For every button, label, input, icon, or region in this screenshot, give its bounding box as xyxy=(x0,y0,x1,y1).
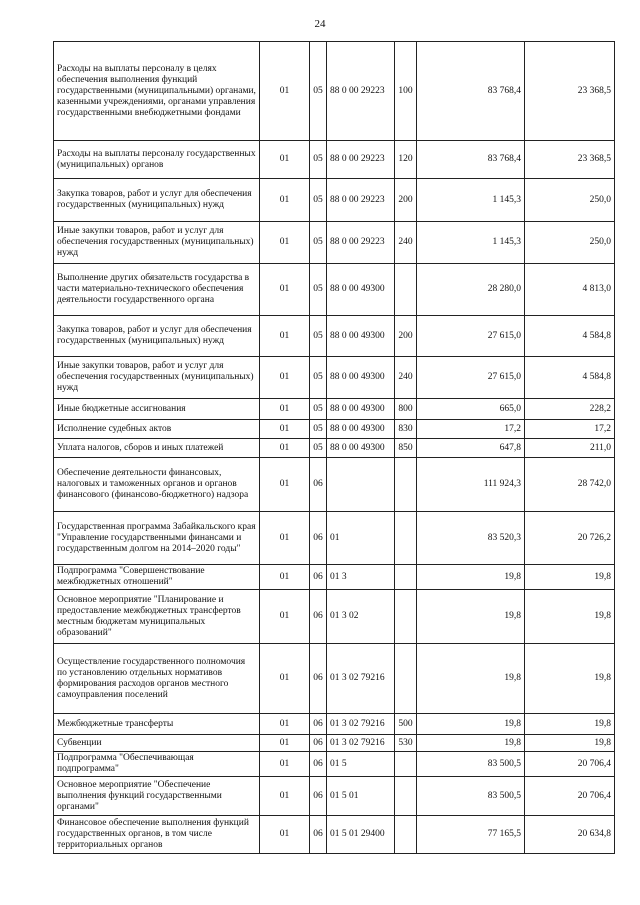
cell-amount-plan: 17,2 xyxy=(417,420,525,439)
cell-section: 01 xyxy=(260,264,310,316)
cell-subsection: 05 xyxy=(310,264,327,316)
cell-expense-type: 200 xyxy=(395,316,417,357)
cell-name: Закупка товаров, работ и услуг для обеспечения государственных (муниципальных) нужд xyxy=(54,316,260,357)
cell-name: Обеспечение деятельности финансовых, налоговых и таможенных органов и органов финансового (финансово-бюджетного) надзора xyxy=(54,458,260,512)
cell-amount-actual: 20 706,4 xyxy=(525,777,615,816)
cell-target-article: 88 0 00 49300 xyxy=(327,357,395,399)
cell-name: Выполнение других обязательств государства в части материально-технического обеспечения деятельности государственного органа xyxy=(54,264,260,316)
cell-target-article: 88 0 00 29223 xyxy=(327,222,395,264)
table-row xyxy=(54,735,615,752)
cell-name: Расходы на выплаты персоналу государственных (муниципальных) органов xyxy=(54,141,260,179)
cell-subsection: 06 xyxy=(310,644,327,714)
cell-name: Иные закупки товаров, работ и услуг для обеспечения государственных (муниципальных) нужд xyxy=(54,222,260,264)
cell-expense-type: 850 xyxy=(395,439,417,458)
cell-target-article: 01 3 02 79216 xyxy=(327,644,395,714)
cell-section: 01 xyxy=(260,420,310,439)
cell-amount-actual: 20 726,2 xyxy=(525,512,615,565)
cell-subsection: 05 xyxy=(310,222,327,264)
cell-expense-type xyxy=(395,565,417,590)
cell-section: 01 xyxy=(260,644,310,714)
cell-subsection: 06 xyxy=(310,458,327,512)
cell-amount-plan: 27 615,0 xyxy=(417,357,525,399)
cell-amount-actual: 17,2 xyxy=(525,420,615,439)
table-row xyxy=(54,590,615,644)
cell-target-article: 88 0 00 49300 xyxy=(327,316,395,357)
cell-amount-actual: 211,0 xyxy=(525,439,615,458)
cell-amount-plan: 83 768,4 xyxy=(417,141,525,179)
cell-subsection: 06 xyxy=(310,816,327,854)
cell-amount-actual: 250,0 xyxy=(525,179,615,222)
cell-amount-plan: 19,8 xyxy=(417,644,525,714)
cell-amount-actual: 228,2 xyxy=(525,399,615,420)
cell-subsection: 05 xyxy=(310,42,327,141)
cell-amount-plan: 27 615,0 xyxy=(417,316,525,357)
cell-expense-type: 240 xyxy=(395,222,417,264)
cell-section: 01 xyxy=(260,439,310,458)
cell-name: Иные бюджетные ассигнования xyxy=(54,399,260,420)
cell-target-article: 01 3 02 79216 xyxy=(327,714,395,735)
table-row xyxy=(54,316,615,357)
cell-expense-type: 200 xyxy=(395,179,417,222)
cell-subsection: 05 xyxy=(310,399,327,420)
cell-amount-actual: 19,8 xyxy=(525,644,615,714)
cell-amount-plan: 19,8 xyxy=(417,714,525,735)
cell-amount-actual: 28 742,0 xyxy=(525,458,615,512)
cell-name: Финансовое обеспечение выполнения функций государственных органов, в том числе территориальных органов xyxy=(54,816,260,854)
cell-expense-type: 120 xyxy=(395,141,417,179)
cell-amount-plan: 665,0 xyxy=(417,399,525,420)
cell-name: Межбюджетные трансферты xyxy=(54,714,260,735)
cell-section: 01 xyxy=(260,222,310,264)
cell-subsection: 05 xyxy=(310,179,327,222)
table-row xyxy=(54,752,615,777)
cell-expense-type xyxy=(395,590,417,644)
cell-amount-actual: 19,8 xyxy=(525,714,615,735)
cell-expense-type: 800 xyxy=(395,399,417,420)
cell-amount-actual: 20 706,4 xyxy=(525,752,615,777)
cell-name: Подпрограмма "Обеспечивающая подпрограмма" xyxy=(54,752,260,777)
cell-section: 01 xyxy=(260,590,310,644)
cell-amount-actual: 23 368,5 xyxy=(525,42,615,141)
table-row xyxy=(54,420,615,439)
cell-amount-plan: 19,8 xyxy=(417,590,525,644)
cell-section: 01 xyxy=(260,816,310,854)
table-row xyxy=(54,179,615,222)
cell-name: Подпрограмма "Совершенствование межбюджетных отношений" xyxy=(54,565,260,590)
table-row xyxy=(54,357,615,399)
cell-amount-plan: 111 924,3 xyxy=(417,458,525,512)
cell-subsection: 05 xyxy=(310,420,327,439)
cell-name: Расходы на выплаты персоналу в целях обеспечения выполнения функций государственными (муниципальными) органами, казенными учреждениями, органами управления государственными внебюджетными фондами xyxy=(54,42,260,141)
cell-expense-type: 530 xyxy=(395,735,417,752)
cell-subsection: 06 xyxy=(310,714,327,735)
cell-section: 01 xyxy=(260,777,310,816)
cell-target-article: 01 xyxy=(327,512,395,565)
cell-subsection: 06 xyxy=(310,735,327,752)
cell-section: 01 xyxy=(260,141,310,179)
table-row xyxy=(54,399,615,420)
budget-table xyxy=(53,41,615,854)
cell-expense-type xyxy=(395,264,417,316)
cell-target-article: 88 0 00 49300 xyxy=(327,264,395,316)
cell-expense-type xyxy=(395,816,417,854)
cell-target-article: 88 0 00 29223 xyxy=(327,42,395,141)
cell-target-article: 01 5 xyxy=(327,752,395,777)
cell-target-article xyxy=(327,458,395,512)
cell-amount-actual: 4 584,8 xyxy=(525,357,615,399)
cell-target-article: 88 0 00 49300 xyxy=(327,420,395,439)
cell-expense-type: 100 xyxy=(395,42,417,141)
cell-amount-plan: 19,8 xyxy=(417,565,525,590)
cell-subsection: 06 xyxy=(310,590,327,644)
cell-target-article: 88 0 00 29223 xyxy=(327,141,395,179)
table-row xyxy=(54,816,615,854)
cell-expense-type xyxy=(395,458,417,512)
cell-section: 01 xyxy=(260,316,310,357)
cell-target-article: 01 3 xyxy=(327,565,395,590)
cell-amount-plan: 83 520,3 xyxy=(417,512,525,565)
cell-amount-plan: 83 500,5 xyxy=(417,777,525,816)
cell-section: 01 xyxy=(260,512,310,565)
cell-expense-type xyxy=(395,512,417,565)
cell-amount-actual: 23 368,5 xyxy=(525,141,615,179)
cell-target-article: 88 0 00 49300 xyxy=(327,399,395,420)
cell-section: 01 xyxy=(260,357,310,399)
cell-amount-actual: 4 813,0 xyxy=(525,264,615,316)
cell-amount-plan: 19,8 xyxy=(417,735,525,752)
cell-name: Субвенции xyxy=(54,735,260,752)
cell-section: 01 xyxy=(260,179,310,222)
table-row xyxy=(54,644,615,714)
cell-amount-actual: 19,8 xyxy=(525,565,615,590)
cell-target-article: 88 0 00 29223 xyxy=(327,179,395,222)
cell-subsection: 06 xyxy=(310,777,327,816)
cell-subsection: 05 xyxy=(310,316,327,357)
cell-name: Иные закупки товаров, работ и услуг для обеспечения государственных (муниципальных) нужд xyxy=(54,357,260,399)
table-row xyxy=(54,141,615,179)
cell-section: 01 xyxy=(260,399,310,420)
cell-target-article: 01 5 01 xyxy=(327,777,395,816)
cell-subsection: 05 xyxy=(310,439,327,458)
cell-section: 01 xyxy=(260,752,310,777)
cell-amount-plan: 77 165,5 xyxy=(417,816,525,854)
cell-subsection: 06 xyxy=(310,512,327,565)
table-row xyxy=(54,777,615,816)
cell-expense-type: 830 xyxy=(395,420,417,439)
cell-section: 01 xyxy=(260,735,310,752)
cell-expense-type: 240 xyxy=(395,357,417,399)
page-number: 24 xyxy=(314,18,326,30)
cell-section: 01 xyxy=(260,42,310,141)
cell-section: 01 xyxy=(260,714,310,735)
table-row xyxy=(54,222,615,264)
cell-subsection: 06 xyxy=(310,752,327,777)
cell-name: Уплата налогов, сборов и иных платежей xyxy=(54,439,260,458)
cell-name: Осуществление государственного полномочия по установлению отдельных нормативов формирования расходов органов местного самоуправления поселений xyxy=(54,644,260,714)
table-row xyxy=(54,264,615,316)
table-row xyxy=(54,714,615,735)
table-row xyxy=(54,565,615,590)
cell-name: Государственная программа Забайкальского края "Управление государственными финансами и государственным долгом на 2014–2020 годы" xyxy=(54,512,260,565)
cell-target-article: 01 3 02 xyxy=(327,590,395,644)
cell-name: Исполнение судебных актов xyxy=(54,420,260,439)
cell-target-article: 01 3 02 79216 xyxy=(327,735,395,752)
cell-amount-plan: 1 145,3 xyxy=(417,222,525,264)
cell-amount-plan: 28 280,0 xyxy=(417,264,525,316)
cell-subsection: 05 xyxy=(310,357,327,399)
cell-name: Закупка товаров, работ и услуг для обеспечения государственных (муниципальных) нужд xyxy=(54,179,260,222)
cell-subsection: 05 xyxy=(310,141,327,179)
cell-amount-plan: 1 145,3 xyxy=(417,179,525,222)
cell-amount-plan: 647,8 xyxy=(417,439,525,458)
cell-expense-type xyxy=(395,644,417,714)
cell-expense-type xyxy=(395,777,417,816)
cell-amount-plan: 83 768,4 xyxy=(417,42,525,141)
cell-amount-actual: 250,0 xyxy=(525,222,615,264)
cell-target-article: 01 5 01 29400 xyxy=(327,816,395,854)
cell-name: Основное мероприятие "Планирование и предоставление межбюджетных трансфертов местным бюджетам муниципальных образований" xyxy=(54,590,260,644)
cell-target-article: 88 0 00 49300 xyxy=(327,439,395,458)
cell-section: 01 xyxy=(260,565,310,590)
cell-name: Основное мероприятие "Обеспечение выполнения функций государственными органами" xyxy=(54,777,260,816)
cell-expense-type xyxy=(395,752,417,777)
cell-amount-actual: 19,8 xyxy=(525,590,615,644)
table-row xyxy=(54,439,615,458)
table-row xyxy=(54,458,615,512)
cell-amount-actual: 19,8 xyxy=(525,735,615,752)
cell-section: 01 xyxy=(260,458,310,512)
cell-amount-actual: 4 584,8 xyxy=(525,316,615,357)
cell-amount-actual: 20 634,8 xyxy=(525,816,615,854)
table-row xyxy=(54,42,615,141)
cell-expense-type: 500 xyxy=(395,714,417,735)
cell-amount-plan: 83 500,5 xyxy=(417,752,525,777)
table-row xyxy=(54,512,615,565)
cell-subsection: 06 xyxy=(310,565,327,590)
